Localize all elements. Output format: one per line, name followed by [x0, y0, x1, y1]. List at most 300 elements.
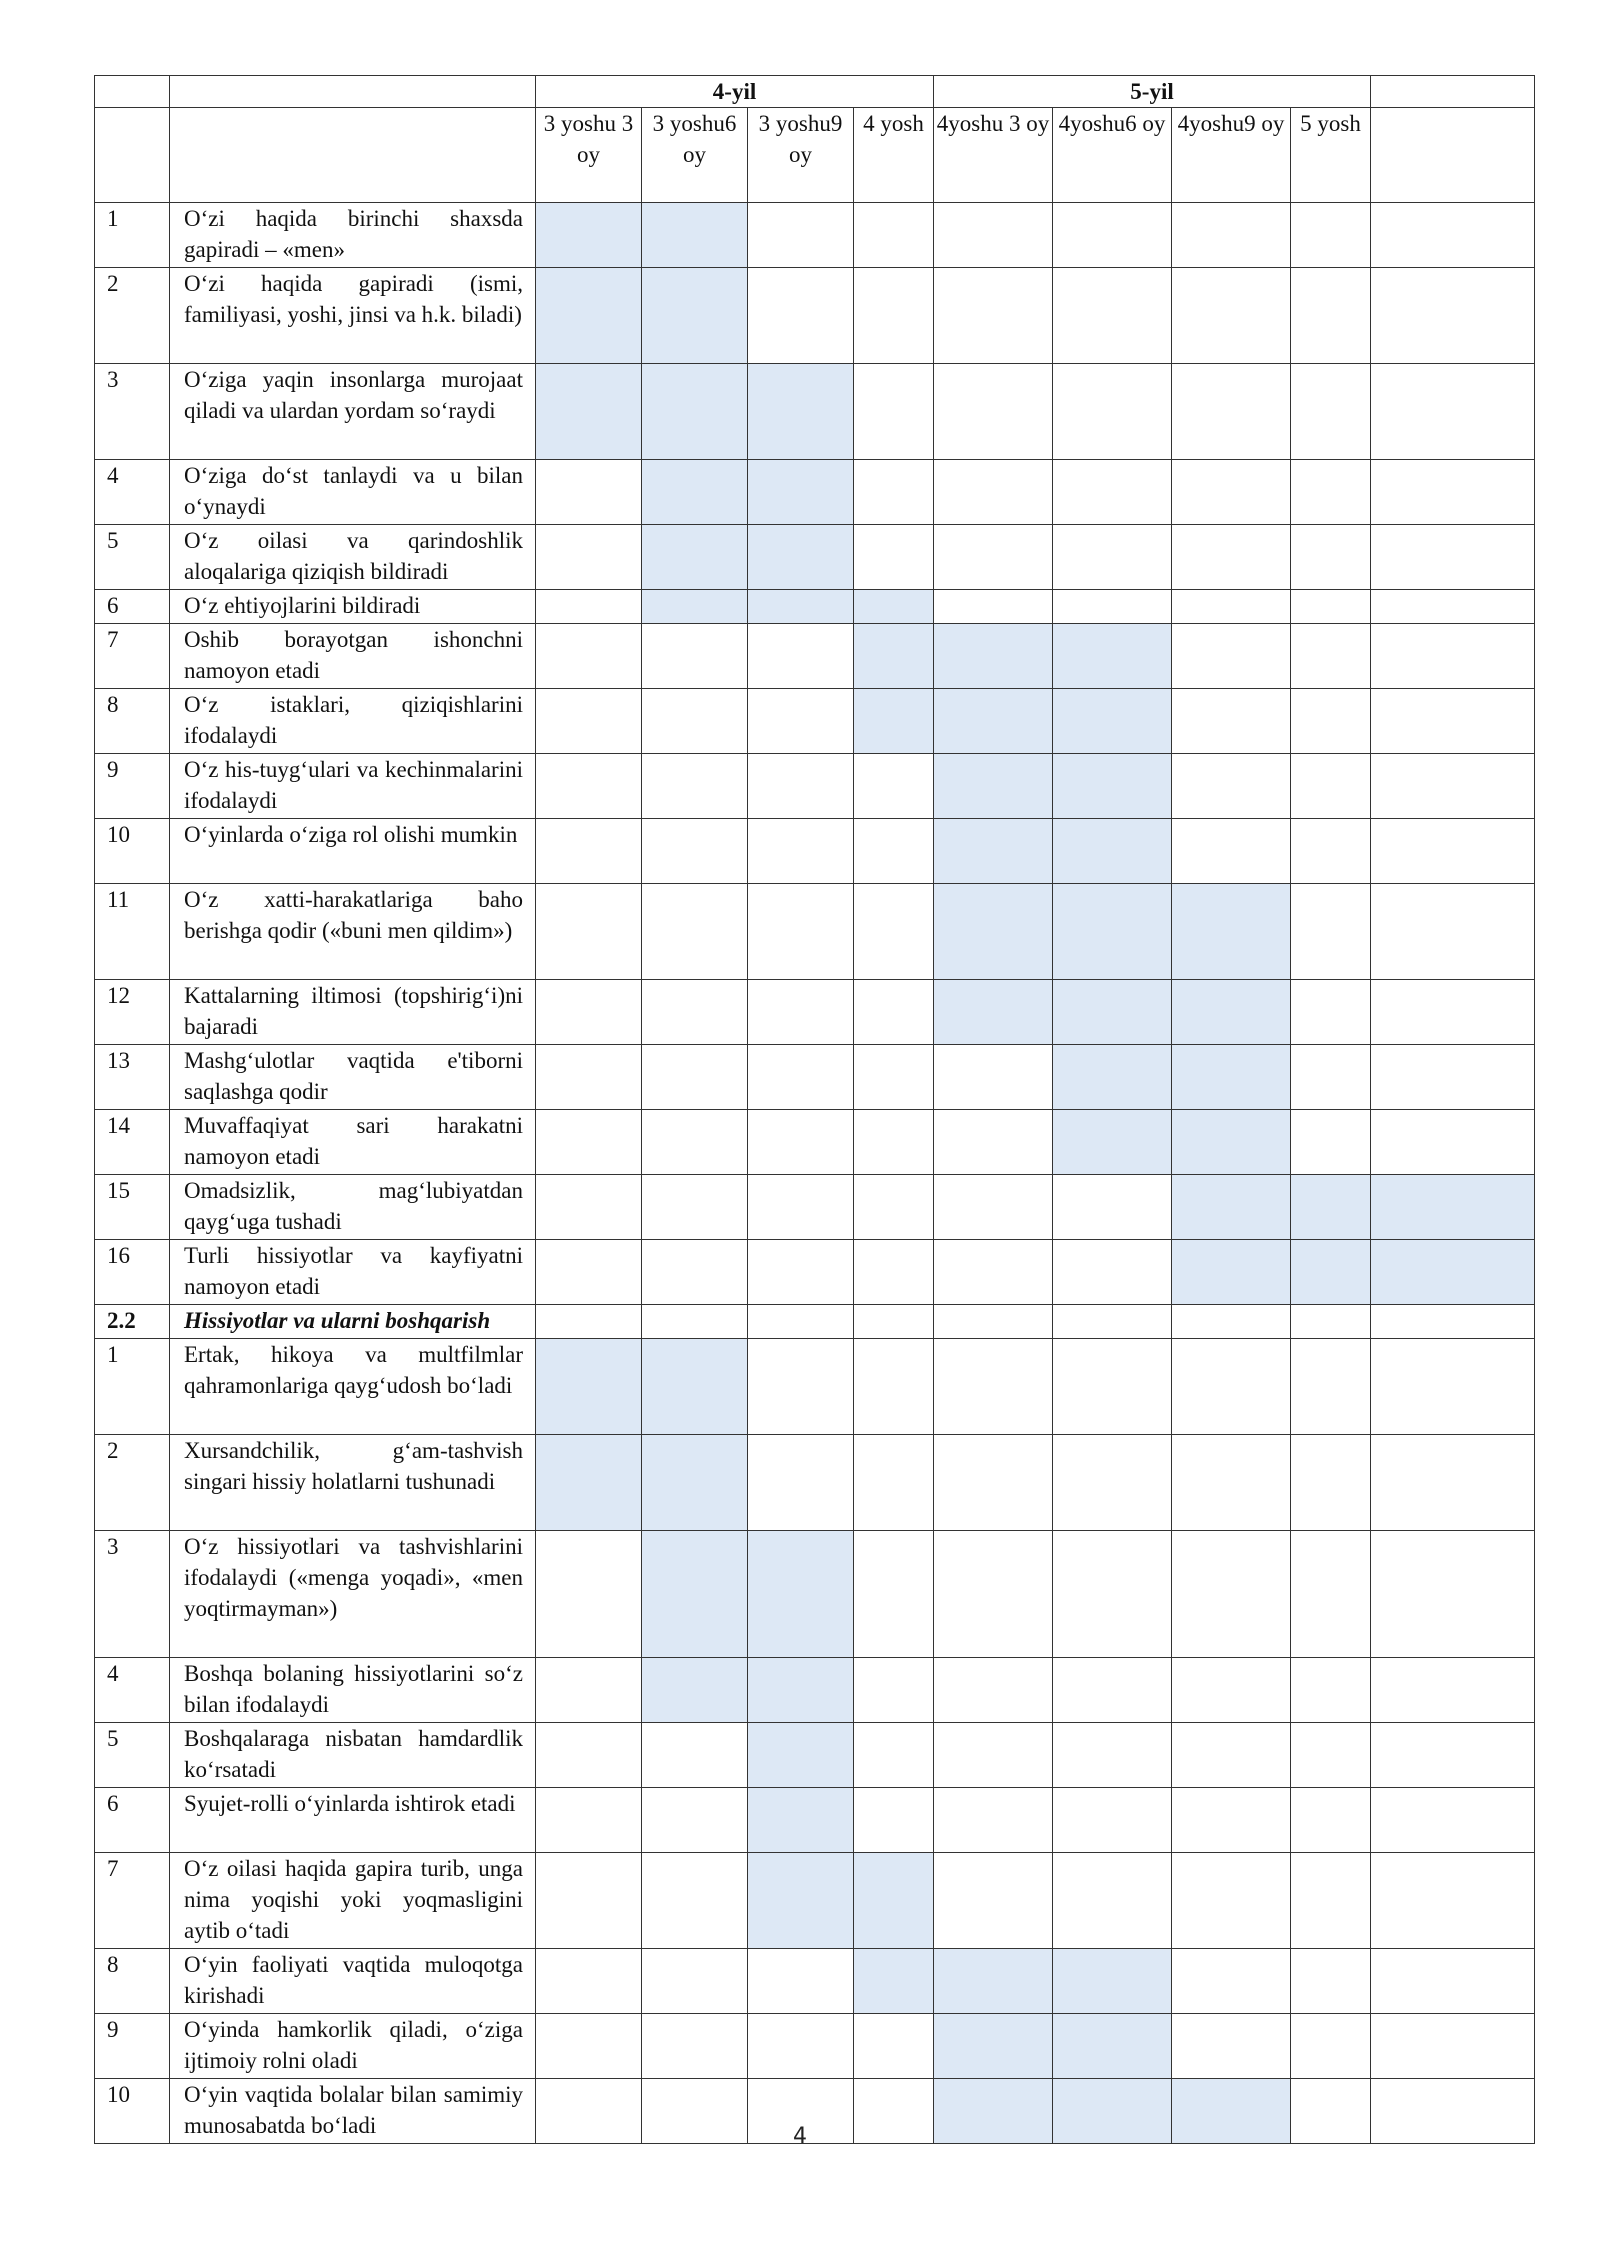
development-table — [94, 75, 1535, 2144]
row-description: Kattalarning iltimosi (topshirig‘i)ni bajaradi — [170, 980, 536, 1045]
age-cell — [642, 203, 748, 268]
age-cell — [1291, 1045, 1371, 1110]
table-row — [95, 1723, 1535, 1788]
age-cell — [1291, 460, 1371, 525]
age-cell — [748, 364, 854, 460]
age-cell — [1291, 624, 1371, 689]
age-cell — [642, 460, 748, 525]
column-header: 3 yoshu6 oy — [642, 108, 748, 203]
age-cell — [1172, 1658, 1291, 1723]
row-number: 15 — [95, 1175, 170, 1240]
age-cell — [1172, 754, 1291, 819]
age-cell — [934, 754, 1053, 819]
column-header: 4yoshu9 oy — [1172, 108, 1291, 203]
age-cell — [642, 590, 748, 624]
row-number: 1 — [95, 1339, 170, 1435]
table-row — [95, 884, 1535, 980]
age-cell — [854, 689, 934, 754]
age-cell — [748, 1658, 854, 1723]
table-row — [95, 590, 1535, 624]
age-cell — [934, 1110, 1053, 1175]
group-header-5-yil: 5-yil — [934, 76, 1371, 108]
table-row — [95, 754, 1535, 819]
column-header: 3 yoshu 3 oy — [536, 108, 642, 203]
age-cell — [854, 884, 934, 980]
row-description: O‘z hissiyotlari va tashvishlarini ifodalaydi («menga yoqadi», «men yoqtirmayman») — [170, 1531, 536, 1658]
header-column-row — [95, 108, 1535, 203]
age-cell — [1053, 460, 1172, 525]
age-cell — [748, 525, 854, 590]
age-cell — [1172, 2014, 1291, 2079]
header-corner-num — [95, 76, 170, 108]
age-cell — [934, 2014, 1053, 2079]
age-cell — [748, 1240, 854, 1305]
age-cell — [1371, 1853, 1535, 1949]
row-description: O‘ziga yaqin insonlarga murojaat qiladi va ulardan yordam so‘raydi — [170, 364, 536, 460]
age-cell — [536, 1723, 642, 1788]
age-cell — [748, 1531, 854, 1658]
age-cell — [854, 460, 934, 525]
age-cell — [1053, 1045, 1172, 1110]
age-cell — [934, 1788, 1053, 1853]
age-cell — [934, 1045, 1053, 1110]
age-cell — [1371, 1531, 1535, 1658]
section-row — [95, 1305, 1535, 1339]
age-cell — [1053, 1175, 1172, 1240]
age-cell — [536, 980, 642, 1045]
age-cell — [1371, 590, 1535, 624]
age-cell — [536, 1045, 642, 1110]
row-description: O‘yin vaqtida bolalar bilan samimiy munosabatda bo‘ladi — [170, 2079, 536, 2144]
age-cell — [1053, 1240, 1172, 1305]
age-cell — [1172, 980, 1291, 1045]
age-cell — [1371, 1949, 1535, 2014]
row-number: 5 — [95, 1723, 170, 1788]
table-row — [95, 1045, 1535, 1110]
age-cell — [1053, 1788, 1172, 1853]
table-row — [95, 1339, 1535, 1435]
age-cell — [1371, 1305, 1535, 1339]
table-row — [95, 1658, 1535, 1723]
row-description: O‘yinda hamkorlik qiladi, o‘ziga ijtimoiy rolni oladi — [170, 2014, 536, 2079]
age-cell — [642, 1305, 748, 1339]
age-cell — [642, 525, 748, 590]
age-cell — [854, 1658, 934, 1723]
age-cell — [1172, 1435, 1291, 1531]
row-description: O‘z oilasi va qarindoshlik aloqalariga qiziqish bildiradi — [170, 525, 536, 590]
age-cell — [1291, 980, 1371, 1045]
age-cell — [536, 689, 642, 754]
age-cell — [1053, 1110, 1172, 1175]
column-header: 4yoshu 3 oy — [934, 108, 1053, 203]
age-cell — [1172, 460, 1291, 525]
age-cell — [642, 1435, 748, 1531]
age-cell — [642, 884, 748, 980]
age-cell — [642, 819, 748, 884]
row-number: 13 — [95, 1045, 170, 1110]
row-number: 7 — [95, 624, 170, 689]
table-row — [95, 364, 1535, 460]
age-cell — [748, 590, 854, 624]
age-cell — [1053, 590, 1172, 624]
age-cell — [934, 819, 1053, 884]
age-cell — [934, 1435, 1053, 1531]
age-cell — [1371, 203, 1535, 268]
age-cell — [1291, 1339, 1371, 1435]
age-cell — [536, 2014, 642, 2079]
age-cell — [1291, 689, 1371, 754]
age-cell — [748, 460, 854, 525]
age-cell — [854, 1045, 934, 1110]
age-cell — [854, 590, 934, 624]
age-cell — [1371, 2014, 1535, 2079]
age-cell — [642, 1175, 748, 1240]
age-cell — [1291, 2014, 1371, 2079]
age-cell — [854, 1435, 934, 1531]
row-number: 1 — [95, 203, 170, 268]
age-cell — [1172, 364, 1291, 460]
age-cell — [1053, 1305, 1172, 1339]
age-cell — [536, 1658, 642, 1723]
age-cell — [934, 1658, 1053, 1723]
row-description: O‘zi haqida birinchi shaxsda gapiradi – «men» — [170, 203, 536, 268]
age-cell — [748, 1175, 854, 1240]
page-number: 4 — [793, 2124, 807, 2149]
header-blank-text — [170, 108, 536, 203]
age-cell — [1172, 1175, 1291, 1240]
age-cell — [536, 1110, 642, 1175]
row-number: 2 — [95, 1435, 170, 1531]
age-cell — [934, 364, 1053, 460]
age-cell — [934, 525, 1053, 590]
row-number: 3 — [95, 1531, 170, 1658]
age-cell — [536, 1305, 642, 1339]
age-cell — [1371, 460, 1535, 525]
column-header: 5 yosh — [1291, 108, 1371, 203]
age-cell — [854, 203, 934, 268]
age-cell — [1172, 1723, 1291, 1788]
row-description: Syujet-rolli o‘yinlarda ishtirok etadi — [170, 1788, 536, 1853]
age-cell — [1371, 1240, 1535, 1305]
age-cell — [1172, 525, 1291, 590]
row-description: Xursandchilik, g‘am-tashvish singari hissiy holatlarni tushunadi — [170, 1435, 536, 1531]
row-number: 12 — [95, 980, 170, 1045]
age-cell — [748, 203, 854, 268]
age-cell — [934, 980, 1053, 1045]
age-cell — [642, 1723, 748, 1788]
age-cell — [1291, 1788, 1371, 1853]
age-cell — [934, 1175, 1053, 1240]
age-cell — [1291, 1949, 1371, 2014]
age-cell — [748, 1305, 854, 1339]
age-cell — [854, 1788, 934, 1853]
age-cell — [1053, 624, 1172, 689]
age-cell — [1053, 1435, 1172, 1531]
row-description: O‘z his-tuyg‘ulari va kechinmalarini ifodalaydi — [170, 754, 536, 819]
age-cell — [1291, 1658, 1371, 1723]
age-cell — [748, 1339, 854, 1435]
row-number: 3 — [95, 364, 170, 460]
age-cell — [536, 819, 642, 884]
age-cell — [642, 1240, 748, 1305]
age-cell — [748, 1045, 854, 1110]
age-cell — [1371, 364, 1535, 460]
column-header: 3 yoshu9 oy — [748, 108, 854, 203]
row-description: O‘z xatti-harakatlariga baho berishga qodir («buni men qildim») — [170, 884, 536, 980]
row-description: Boshqalaraga nisbatan hamdardlik ko‘rsatadi — [170, 1723, 536, 1788]
age-cell — [536, 590, 642, 624]
age-cell — [1172, 1788, 1291, 1853]
age-cell — [642, 1658, 748, 1723]
table-row — [95, 1435, 1535, 1531]
age-cell — [1371, 624, 1535, 689]
table-row — [95, 460, 1535, 525]
age-cell — [536, 884, 642, 980]
age-cell — [1053, 689, 1172, 754]
age-cell — [934, 1339, 1053, 1435]
age-cell — [934, 624, 1053, 689]
table-row — [95, 1110, 1535, 1175]
age-cell — [1291, 1435, 1371, 1531]
age-cell — [748, 2014, 854, 2079]
age-cell — [1053, 203, 1172, 268]
age-cell — [1371, 268, 1535, 364]
age-cell — [854, 525, 934, 590]
age-cell — [748, 268, 854, 364]
age-cell — [1371, 1723, 1535, 1788]
age-cell — [642, 754, 748, 819]
row-number: 4 — [95, 1658, 170, 1723]
row-number: 16 — [95, 1240, 170, 1305]
row-description: Omadsizlik, mag‘lubiyatdan qayg‘uga tushadi — [170, 1175, 536, 1240]
row-number: 7 — [95, 1853, 170, 1949]
age-cell — [642, 2014, 748, 2079]
row-description: O‘z oilasi haqida gapira turib, unga nima yoqishi yoki yoqmasligini aytib o‘tadi — [170, 1853, 536, 1949]
age-cell — [934, 1305, 1053, 1339]
table-row — [95, 525, 1535, 590]
age-cell — [934, 460, 1053, 525]
age-cell — [934, 590, 1053, 624]
age-cell — [854, 268, 934, 364]
table-row — [95, 2014, 1535, 2079]
age-cell — [642, 1949, 748, 2014]
age-cell — [748, 1853, 854, 1949]
table-row — [95, 1531, 1535, 1658]
row-description: Ertak, hikoya va multfilmlar qahramonlariga qayg‘udosh bo‘ladi — [170, 1339, 536, 1435]
age-cell — [748, 1788, 854, 1853]
age-cell — [1371, 1339, 1535, 1435]
row-number: 14 — [95, 1110, 170, 1175]
age-cell — [1291, 754, 1371, 819]
age-cell — [1053, 1853, 1172, 1949]
row-number: 10 — [95, 2079, 170, 2144]
age-cell — [1172, 819, 1291, 884]
age-cell — [536, 624, 642, 689]
age-cell — [1172, 1305, 1291, 1339]
age-cell — [1371, 1658, 1535, 1723]
age-cell — [1291, 1853, 1371, 1949]
age-cell — [934, 1949, 1053, 2014]
age-cell — [536, 268, 642, 364]
age-cell — [642, 1853, 748, 1949]
row-number: 2.2 — [95, 1305, 170, 1339]
age-cell — [748, 689, 854, 754]
age-cell — [536, 1531, 642, 1658]
age-cell — [1291, 1305, 1371, 1339]
age-cell — [642, 624, 748, 689]
age-cell — [536, 1175, 642, 1240]
age-cell — [1172, 1240, 1291, 1305]
table-row — [95, 689, 1535, 754]
age-cell — [642, 980, 748, 1045]
age-cell — [1053, 1949, 1172, 2014]
table-row — [95, 1175, 1535, 1240]
row-number: 8 — [95, 1949, 170, 2014]
section-title: Hissiyotlar va ularni boshqarish — [170, 1305, 536, 1339]
age-cell — [934, 1853, 1053, 1949]
age-cell — [536, 754, 642, 819]
row-description: Turli hissiyotlar va kayfiyatni namoyon etadi — [170, 1240, 536, 1305]
age-cell — [934, 689, 1053, 754]
row-description: Oshib borayotgan ishonchni namoyon etadi — [170, 624, 536, 689]
header-blank-num — [95, 108, 170, 203]
age-cell — [854, 2014, 934, 2079]
age-cell — [536, 525, 642, 590]
age-cell — [1371, 1175, 1535, 1240]
age-cell — [934, 1723, 1053, 1788]
age-cell — [1172, 1339, 1291, 1435]
age-cell — [748, 1949, 854, 2014]
age-cell — [1371, 754, 1535, 819]
row-description: O‘zi haqida gapiradi (ismi, familiyasi, yoshi, jinsi va h.k. biladi) — [170, 268, 536, 364]
table-row — [95, 203, 1535, 268]
age-cell — [1053, 525, 1172, 590]
age-cell — [1291, 364, 1371, 460]
row-description: Muvaffaqiyat sari harakatni namoyon etadi — [170, 1110, 536, 1175]
age-cell — [934, 1240, 1053, 1305]
age-cell — [748, 819, 854, 884]
row-description: O‘yinlarda o‘ziga rol olishi mumkin — [170, 819, 536, 884]
table-row — [95, 268, 1535, 364]
table-row — [95, 980, 1535, 1045]
row-description: Boshqa bolaning hissiyotlarini so‘z bilan ifodalaydi — [170, 1658, 536, 1723]
table-row — [95, 1853, 1535, 1949]
age-cell — [854, 364, 934, 460]
age-cell — [748, 754, 854, 819]
header-group-row — [95, 76, 1535, 108]
age-cell — [536, 1240, 642, 1305]
age-cell — [748, 1723, 854, 1788]
age-cell — [1172, 689, 1291, 754]
age-cell — [1172, 268, 1291, 364]
age-cell — [536, 1949, 642, 2014]
row-description: O‘z istaklari, qiziqishlarini ifodalaydi — [170, 689, 536, 754]
age-cell — [1053, 754, 1172, 819]
age-cell — [854, 1723, 934, 1788]
age-cell — [1053, 819, 1172, 884]
age-cell — [1053, 2014, 1172, 2079]
row-number: 4 — [95, 460, 170, 525]
age-cell — [642, 1531, 748, 1658]
age-cell — [1371, 819, 1535, 884]
header-corner-text — [170, 76, 536, 108]
age-cell — [536, 1435, 642, 1531]
column-header: 4yoshu6 oy — [1053, 108, 1172, 203]
row-number: 9 — [95, 754, 170, 819]
row-number: 10 — [95, 819, 170, 884]
row-number: 8 — [95, 689, 170, 754]
age-cell — [1371, 884, 1535, 980]
group-header-4-yil: 4-yil — [536, 76, 934, 108]
age-cell — [536, 364, 642, 460]
age-cell — [536, 1788, 642, 1853]
age-cell — [1371, 689, 1535, 754]
age-cell — [934, 1531, 1053, 1658]
age-cell — [748, 1435, 854, 1531]
age-cell — [1291, 819, 1371, 884]
age-cell — [1291, 1240, 1371, 1305]
age-cell — [536, 1339, 642, 1435]
row-description: Mashg‘ulotlar vaqtida e'tiborni saqlashga qodir — [170, 1045, 536, 1110]
age-cell — [1053, 1658, 1172, 1723]
age-cell — [1291, 268, 1371, 364]
age-cell — [1053, 1339, 1172, 1435]
age-cell — [748, 884, 854, 980]
header-corner-extra — [1371, 76, 1535, 108]
age-cell — [1053, 1531, 1172, 1658]
age-cell — [934, 268, 1053, 364]
age-cell — [1053, 884, 1172, 980]
age-cell — [1053, 980, 1172, 1045]
age-cell — [1291, 590, 1371, 624]
age-cell — [854, 1339, 934, 1435]
age-cell — [1172, 203, 1291, 268]
row-number: 2 — [95, 268, 170, 364]
age-cell — [1172, 624, 1291, 689]
age-cell — [1291, 525, 1371, 590]
age-cell — [934, 203, 1053, 268]
age-cell — [748, 1110, 854, 1175]
age-cell — [1371, 980, 1535, 1045]
age-cell — [1053, 364, 1172, 460]
age-cell — [536, 460, 642, 525]
age-cell — [1371, 1788, 1535, 1853]
age-cell — [1291, 203, 1371, 268]
age-cell — [854, 1949, 934, 2014]
age-cell — [642, 1045, 748, 1110]
age-cell — [1172, 884, 1291, 980]
age-cell — [642, 689, 748, 754]
age-cell — [536, 203, 642, 268]
age-cell — [854, 1531, 934, 1658]
age-cell — [854, 980, 934, 1045]
age-cell — [536, 1853, 642, 1949]
row-number: 6 — [95, 590, 170, 624]
age-cell — [1291, 884, 1371, 980]
age-cell — [934, 884, 1053, 980]
age-cell — [854, 819, 934, 884]
header-blank-extra — [1371, 108, 1535, 203]
age-cell — [1172, 590, 1291, 624]
table-row — [95, 819, 1535, 884]
table-body — [95, 76, 1535, 2144]
row-description: O‘yin faoliyati vaqtida muloqotga kirishadi — [170, 1949, 536, 2014]
table-row — [95, 1788, 1535, 1853]
row-description: O‘z ehtiyojlarini bildiradi — [170, 590, 536, 624]
age-cell — [854, 624, 934, 689]
row-description: O‘ziga do‘st tanlaydi va u bilan o‘ynaydi — [170, 460, 536, 525]
age-cell — [642, 1788, 748, 1853]
